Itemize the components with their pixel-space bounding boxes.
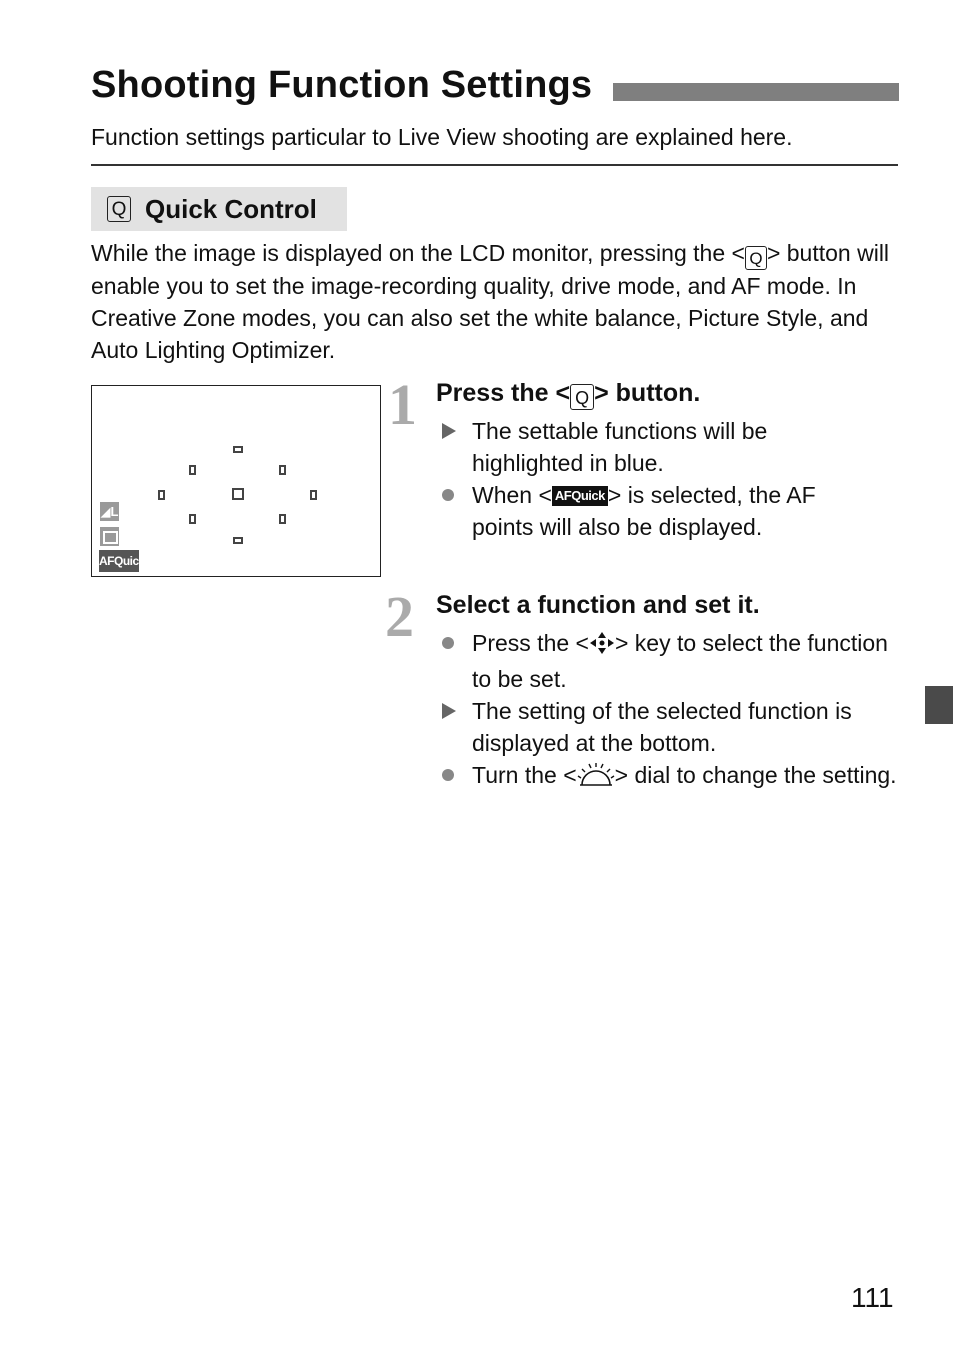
step-1-bullets: [436, 415, 876, 543]
bullet-text-end: > key to select the function to be set.: [472, 630, 888, 692]
step-2-bullet-3: [436, 759, 906, 795]
result-triangle-icon: [436, 415, 466, 447]
af-quick-mode-icon: AFQuick: [552, 486, 608, 506]
chapter-tab-marker: [925, 686, 953, 724]
bullet-dot-icon: [436, 627, 466, 659]
step-2-bullet-1: [436, 627, 906, 695]
drive-mode-icon: [100, 527, 119, 546]
af-point-center: [232, 488, 244, 500]
page-subtitle: Function settings particular to Live View shooting are explained here.: [91, 124, 793, 150]
image-quality-icon: ◢L: [100, 504, 119, 519]
quick-control-button-icon: Q: [570, 384, 594, 410]
af-quick-mode-icon: AFQuick: [99, 550, 139, 572]
af-point-lower-left: [189, 514, 196, 524]
step-2-bullets: [436, 627, 906, 795]
title-decoration-bar: [613, 83, 899, 101]
af-point-left: [158, 490, 165, 500]
step-2-bullet-2: [436, 695, 906, 759]
af-point-lower-right: [279, 514, 286, 524]
step-1-title: [436, 379, 700, 410]
bullet-text-end: > dial to change the setting.: [614, 762, 897, 788]
main-dial-icon: [577, 763, 615, 795]
af-point-top: [233, 446, 243, 453]
bullet-text: The setting of the selected function is displayed at the bottom.: [472, 698, 852, 756]
bullet-text-start: When <: [472, 482, 552, 508]
bullet-text-end: > is selected, the AF points will also be displayed.: [472, 482, 816, 540]
bullet-dot-icon: [436, 759, 466, 791]
section-heading-quick-control: [91, 187, 347, 231]
step-1-title-start: Press the <: [436, 379, 571, 407]
step-1-title-end: > button.: [594, 379, 701, 407]
af-point-upper-right: [279, 465, 286, 475]
step-1-bullet-1: [436, 415, 876, 479]
step-2-title: Select a function and set it.: [436, 591, 760, 619]
bullet-text-start: Press the <: [472, 630, 589, 656]
header-divider: [91, 164, 898, 166]
section-intro: [91, 237, 901, 366]
step-1-bullet-2: [436, 479, 876, 543]
af-point-bottom: [233, 537, 243, 544]
step-number-1: 1: [388, 372, 417, 437]
step-number-2: 2: [385, 584, 414, 649]
lcd-screen-illustration: [91, 385, 381, 577]
quick-control-button-icon: Q: [107, 196, 131, 222]
section-title: Quick Control: [145, 193, 317, 224]
af-point-upper-left: [189, 465, 196, 475]
quick-control-button-icon: Q: [745, 246, 767, 270]
result-triangle-icon: [436, 695, 466, 727]
page-number: 111: [851, 1282, 894, 1313]
cross-keys-icon: [589, 631, 615, 663]
bullet-text-start: Turn the <: [472, 762, 577, 788]
intro-text-start: While the image is displayed on the LCD monitor, pressing the <: [91, 240, 745, 266]
page-title: Shooting Function Settings: [91, 64, 593, 106]
af-point-right: [310, 490, 317, 500]
intro-text-end: > button will enable you to set the image-recording quality, drive mode, and AF mode. In Creative Zone modes, you can also set the white balance, Picture Style, and Auto Lighting Optimizer.: [91, 240, 890, 363]
bullet-text: The settable functions will be highlighted in blue.: [472, 418, 768, 476]
bullet-dot-icon: [436, 479, 466, 511]
